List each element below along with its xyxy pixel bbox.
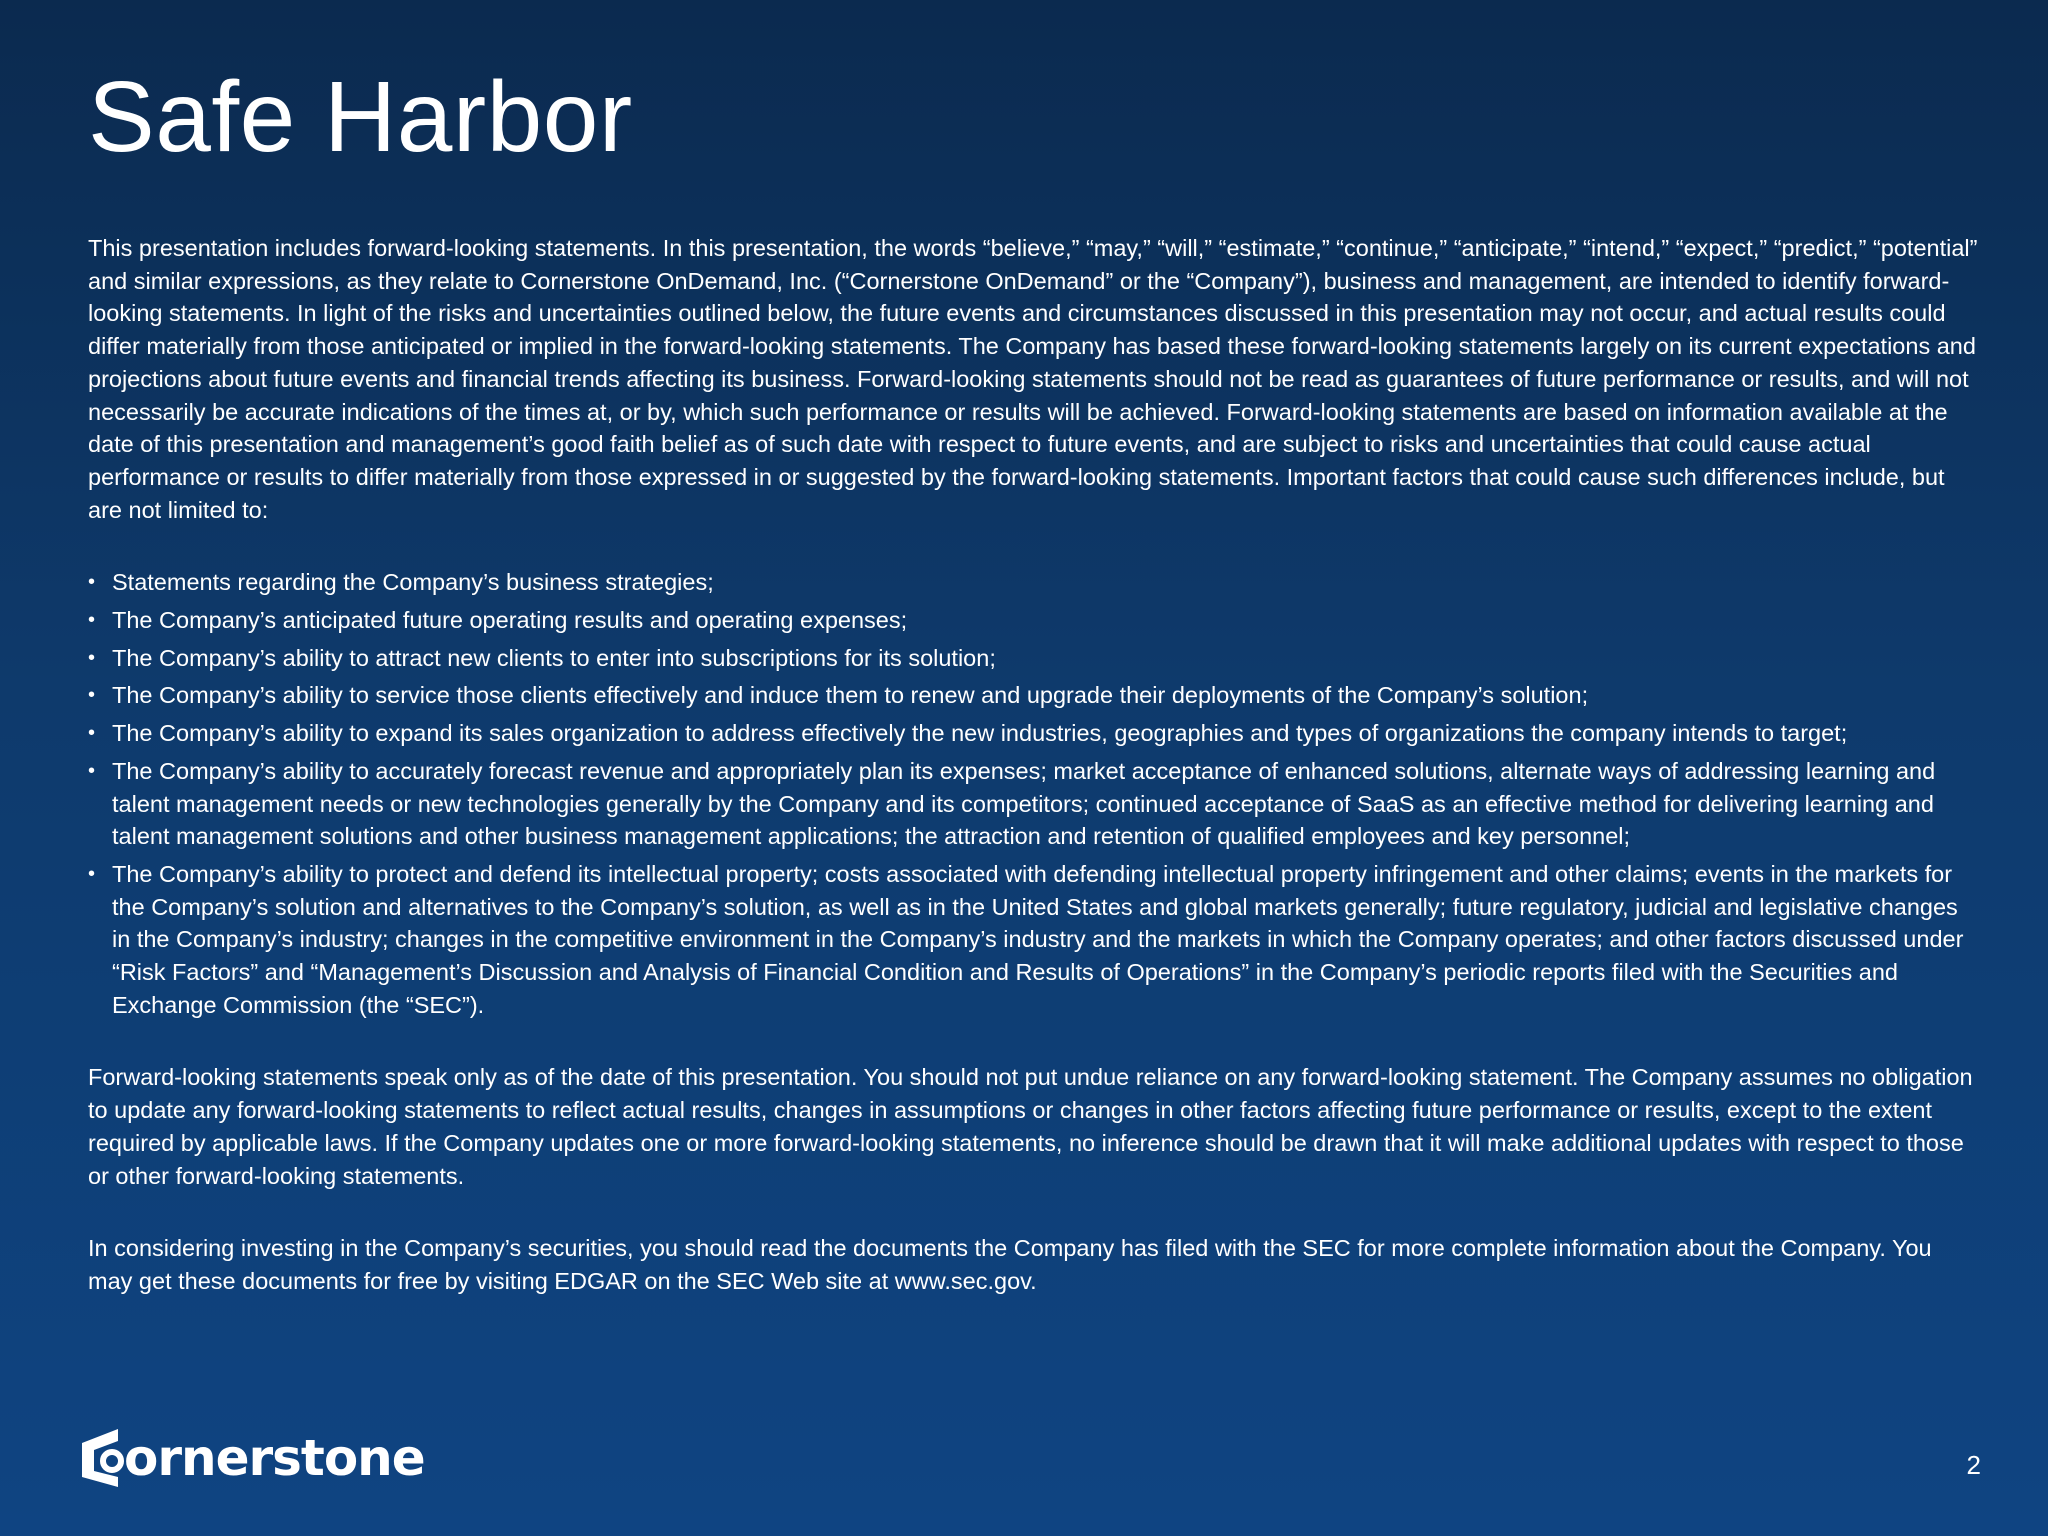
list-item-text: Statements regarding the Company’s business strategies; [112, 569, 714, 596]
logo-wordmark: ornerstone [124, 1429, 425, 1487]
bullet-icon: • [88, 759, 96, 782]
page-number: 2 [1966, 1450, 1981, 1480]
slide-body [88, 232, 1978, 1298]
bullet-icon: • [88, 609, 96, 632]
list-item [88, 604, 1978, 637]
cornerstone-logo [78, 1425, 425, 1491]
list-item [88, 755, 1978, 853]
list-item [88, 858, 1978, 1022]
list-item-text: The Company’s ability to attract new clients to enter into subscriptions for its solution; [112, 644, 996, 671]
bullet-icon: • [88, 722, 96, 745]
sec-filings-paragraph: In considering investing in the Company’s securities, you should read the documents the Company has filed with the SEC for more complete information about the Company. You may get these documents for free by visiting EDGAR on the SEC Web site at www.sec.gov. [88, 1235, 1932, 1294]
list-item-text: The Company’s ability to accurately forecast revenue and appropriately plan its expenses; market acceptance of enhanced solutions, alternate ways of addressing learning and talent management needs or new technologies generally by the Company and its competitors; continued acceptance of SaaS as an effective method for delivering learning and talent management solutions and other business management applications; the attraction and retention of qualified employees and key personnel; [112, 757, 1936, 850]
slide-title: Safe Harbor [88, 61, 633, 173]
cornerstone-c-logo-icon [78, 1425, 130, 1491]
bullet-icon: • [88, 571, 96, 594]
list-item [88, 566, 1978, 599]
list-item [88, 717, 1978, 750]
bullet-icon: • [88, 684, 96, 707]
risk-factor-list [88, 566, 1978, 1021]
list-item-text: The Company’s anticipated future operating results and operating expenses; [112, 607, 908, 634]
list-item-text: The Company’s ability to service those clients effectively and induce them to renew and upgrade their deployments of the Company’s solution; [112, 682, 1589, 709]
intro-paragraph: This presentation includes forward-looking statements. In this presentation, the words “believe,” “may,” “will,” “estimate,” “continue,” “anticipate,” “intend,” “expect,” “predict,” “potential” and similar expressions, as they relate to Cornerstone OnDemand, Inc. (“Cornerstone OnDemand” or the “Company”), business and management, are intended to identify forward-looking statements. In light of the risks and uncertainties outlined below, the future events and circumstances discussed in this presentation may not occur, and actual results could differ materially from those anticipated or implied in the forward-looking statements. The Company has based these forward-looking statements largely on its current expectations and projections about future events and financial trends affecting its business. Forward-looking statements should not be read as guarantees of future performance or results, and will not necessarily be accurate indications of the times at, or by, which such performance or results will be achieved. Forward-looking statements are based on information available at the date of this presentation and management’s good faith belief as of such date with respect to future events, and are subject to risks and uncertainties that could cause actual performance or results to differ materially from those expressed in or suggested by the forward-looking statements. Important factors that could cause such differences include, but are not limited to: [88, 235, 1978, 523]
list-item [88, 679, 1978, 712]
list-item-text: The Company’s ability to expand its sales organization to address effectively the new industries, geographies and types of organizations the company intends to target; [112, 720, 1848, 747]
list-item-text: The Company’s ability to protect and defend its intellectual property; costs associated with defending intellectual property infringement and other claims; events in the markets for the Company’s solution and alternatives to the Company’s solution, as well as in the United States and global markets generally; future regulatory, judicial and legislative changes in the Company’s industry; changes in the competitive environment in the Company’s industry and the markets in which the Company operates; and other factors discussed under “Risk Factors” and “Management’s Discussion and Analysis of Financial Condition and Results of Operations” in the Company’s periodic reports filed with the Securities and Exchange Commission (the “SEC”). [112, 860, 1964, 1018]
list-item [88, 642, 1978, 675]
bullet-icon: • [88, 646, 96, 669]
bullet-icon: • [88, 862, 96, 885]
reliance-paragraph: Forward-looking statements speak only as of the date of this presentation. You should not put undue reliance on any forward-looking statement. The Company assumes no obligation to update any forward-looking statements to reflect actual results, changes in assumptions or changes in other factors affecting future performance or results, except to the extent required by applicable laws. If the Company updates one or more forward-looking statements, no inference should be drawn that it will make additional updates with respect to those or other forward-looking statements. [88, 1064, 1973, 1189]
